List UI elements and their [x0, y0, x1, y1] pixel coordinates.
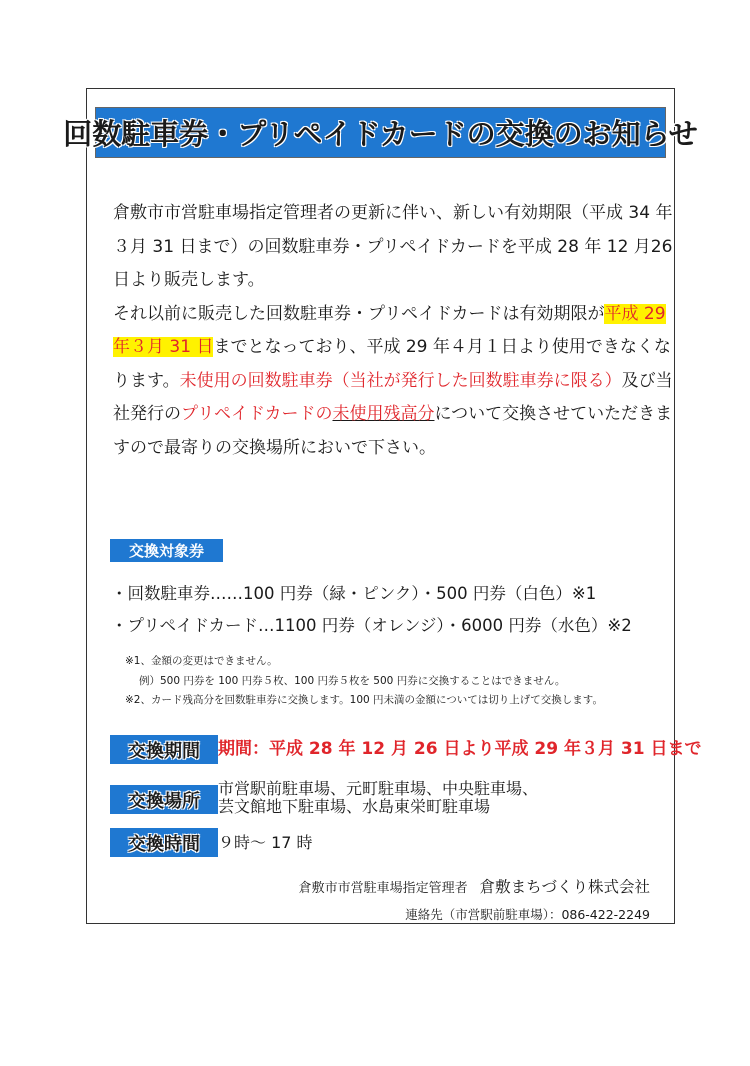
exchange-time-value: ９時～ 17 時 — [218, 833, 313, 852]
paragraph-2-text-c: 及び当社発行の — [113, 370, 673, 424]
list-item: ・回数駐車券……100 円券（緑・ピンク）・500 円券（白色）※1 — [111, 584, 597, 603]
issuer — [299, 875, 650, 897]
list-item: ・プリペイドカード…1100 円券（オレンジ）・6000 円券（水色）※2 — [111, 616, 632, 635]
note-1-example: 例）500 円券を 100 円券５枚、100 円券５枚を 500 円券に交換することはできません。 — [139, 674, 566, 687]
paragraph-2-text-d: について交換させていただきますので最寄りの交換場所においで下さい。 — [113, 404, 673, 458]
exchange-period-label: 交換期間 — [110, 735, 218, 764]
note-2: ※2、カード残高分を回数駐車券に交換します。100 円未満の金額については切り上げて交換します。 — [125, 694, 603, 706]
paragraph-2 — [113, 298, 673, 466]
notice-frame — [63, 88, 702, 924]
exchange-place-label: 交換場所 — [110, 785, 218, 814]
paragraph-1 — [113, 197, 673, 298]
expiry-date-highlight: 平成 29 年３月 31 日 — [113, 303, 666, 357]
exchange-place-line-2: 芸文館地下駐車場、水島東栄町駐車場 — [218, 797, 491, 816]
issuer-company: 倉敷まちづくり株式会社 — [479, 878, 650, 896]
exchange-place-line-1: 市営駅前駐車場、元町駐車場、中央駐車場、 — [218, 779, 539, 798]
target-tickets-list — [111, 578, 681, 642]
exchange-period-value: 期間：平成 28 年 12 月 26 日より平成 29 年３月 31 日まで — [218, 739, 702, 759]
contact-info: 連絡先（市営駅前駐車場）：086-422-2249 — [405, 907, 650, 922]
notice-body — [113, 197, 673, 465]
page-title: 回数駐車券・プリペイドカードの交換のお知らせ — [63, 117, 698, 151]
prepaid-card-emphasis: プリペイドカードの — [181, 404, 333, 424]
exchange-time-label: 交換時間 — [110, 828, 218, 857]
unused-balance-emphasis: 未使用残高分 — [332, 404, 435, 424]
unused-tickets-emphasis: 未使用の回数駐車券（当社が発行した回数駐車券に限る） — [179, 370, 622, 391]
issuer-role: 倉敷市市営駐車場指定管理者 — [298, 881, 468, 896]
title-banner — [63, 107, 698, 158]
paragraph-2-text-a: それ以前に販売した回数駐車券・プリペイドカードは有効期限が — [113, 303, 605, 324]
paragraph-2-text-b: までとなっており、平成 29 年４月１日より使用できなくなります。 — [113, 337, 671, 391]
note-1: ※1、金額の変更はできません。 — [125, 655, 278, 667]
target-tickets-label: 交換対象券 — [110, 539, 223, 562]
notes — [125, 652, 665, 711]
paragraph-1-text: 倉敷市市営駐車場指定管理者の更新に伴い、新しい有効期限（平成 34 年３月 31 日まで）の回数駐車券・プリペイドカードを平成 28 年 12 月26 日より販売します。 — [113, 203, 673, 290]
